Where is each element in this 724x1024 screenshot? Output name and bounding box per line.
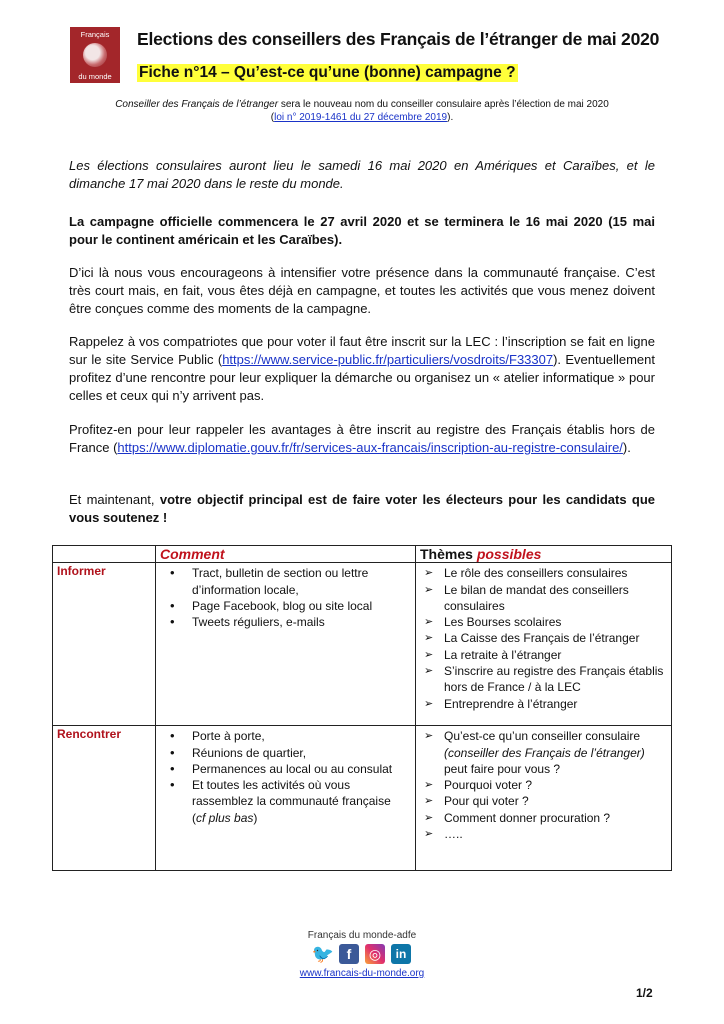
paren-open: ( [192, 810, 196, 825]
table-row [53, 726, 672, 871]
diplomatie-link[interactable]: https://www.diplomatie.gouv.fr/fr/services-aux-francais/inscription-au-registre-consulaire/ [117, 440, 623, 455]
p6-text-b: votre objectif principal est de faire voter les électeurs pour les candidats que vous soutenez ! [69, 492, 655, 525]
paragraph-election-dates: Les élections consulaires auront lieu le samedi 16 mai 2020 en Amériques et Caraïbes, et le dimanche 17 mai 2020 dans le reste du monde. [69, 158, 655, 191]
globe-icon [83, 43, 107, 67]
facebook-icon[interactable]: f [339, 944, 359, 964]
themes-cell [416, 726, 672, 871]
list-item [160, 777, 411, 826]
list-item-text: Qu’est-ce qu’un conseiller consulaire [444, 729, 641, 744]
list-item: ➢ Les Bourses scolaires [420, 614, 667, 630]
paragraph-presence: D’ici là nous vous encourageons à intensifier votre présence dans la communauté française. C’est très court mais, en fait, vous êtes déjà en campagne, et toutes les activités que vous menez doivent être conçues comme des moments de la campagne. [69, 265, 655, 316]
logo-text-top: Français [80, 30, 110, 39]
p5-text-b: ). [622, 440, 631, 455]
header-themes [416, 546, 672, 563]
table-row [53, 563, 672, 726]
row-label-informer: Informer [53, 563, 156, 726]
note-paren-open: ( [270, 112, 275, 123]
p5-text-a: Profitez-en pour leur rappeler les avantages à être inscrit au registre des Français établis hors de France ( [69, 422, 655, 455]
header-themes-a: Thèmes [420, 546, 477, 562]
linkedin-icon[interactable]: in [391, 944, 411, 964]
list-item: ➢ Pour qui voter ? [420, 793, 667, 809]
list-item: ➢ ….. [420, 826, 667, 842]
list-item: ➢ La retraite à l’étranger [420, 647, 667, 663]
francais-du-monde-logo [70, 27, 120, 83]
document-title: Elections des conseillers des Français de l’étranger de mai 2020 [137, 29, 660, 49]
footer-url [0, 968, 724, 979]
p6-text-a: Et maintenant, [69, 492, 160, 507]
list-item: ➢ S’inscrire au registre des Français établis hors de France / à la LEC [420, 663, 667, 696]
note-italic: Conseiller des Français de l’étranger [115, 99, 279, 110]
website-link[interactable]: www.francais-du-monde.org [299, 968, 425, 979]
list-item: ➢ Le rôle des conseillers consulaires [420, 565, 667, 581]
logo-text-bottom: du monde [78, 71, 112, 81]
list-item-text: Et toutes les activités où vous rassemblez la communauté française [192, 778, 391, 809]
list-item: • Réunions de quartier, [160, 745, 411, 761]
twitter-icon[interactable]: 🐦 [311, 943, 335, 964]
instagram-icon[interactable]: ◎ [365, 944, 385, 964]
list-item: ➢ Pourquoi voter ? [420, 777, 667, 793]
note-text: sera le nouveau nom du conseiller consulaire après l’élection de mai 2020 [278, 99, 609, 110]
row-label-rencontrer: Rencontrer [53, 726, 156, 871]
list-item: • Porte à porte, [160, 728, 411, 744]
header-empty-cell [53, 546, 156, 563]
list-item: • Tweets réguliers, e-mails [160, 614, 411, 630]
list-item: ➢ Le bilan de mandat des conseillers consulaires [420, 582, 667, 615]
p4-text-b: ). Eventuellement profitez d’une rencontre pour leur expliquer la démarche ou organisez un « atelier informatique » pour celles et ceux qui n’y arrivent pas. [69, 352, 655, 403]
header-themes-b: possibles [476, 546, 542, 562]
p4-text-a: Rappelez à vos compatriotes que pour voter il faut être inscrit sur la LEC : l’inscription se fait en ligne sur le site Service Public ( [69, 334, 655, 367]
comment-cell [156, 563, 416, 726]
paragraph-campaign-dates: La campagne officielle commencera le 27 avril 2020 et se terminera le 16 mai 2020 (15 mai pour le continent américain et les Caraïbes). [69, 214, 655, 247]
list-item: ➢ Comment donner procuration ? [420, 810, 667, 826]
list-item: ➢ Entreprendre à l’étranger [420, 696, 667, 712]
law-link[interactable]: loi n° 2019-1461 du 27 décembre 2019 [274, 112, 448, 123]
list-item: • Page Facebook, blog ou site local [160, 598, 411, 614]
table-header-row [53, 546, 672, 563]
service-public-link[interactable]: https://www.service-public.fr/particuliers/vosdroits/F33307 [222, 352, 554, 367]
list-item: • Permanences au local ou au consulat [160, 761, 411, 777]
comment-cell [156, 726, 416, 871]
page-number: 1/2 [636, 986, 653, 1000]
header-comment: Comment [156, 546, 416, 563]
themes-cell [416, 563, 672, 726]
paren-close: ) [253, 810, 258, 825]
list-item-end: peut faire pour vous ? [444, 761, 561, 776]
list-item-italic: (conseiller des Français de l’étranger) [444, 745, 645, 760]
list-item: ➢ La Caisse des Français de l’étranger [420, 630, 667, 646]
intro-note [60, 98, 664, 124]
footer-org-name: Français du monde-adfe [307, 930, 417, 941]
paragraph-consular-registry [69, 421, 655, 457]
cf-plus-bas: cf plus bas [196, 810, 254, 825]
campaign-table [52, 545, 672, 871]
list-item: • Tract, bulletin de section ou lettre d’information locale, [160, 565, 411, 598]
paragraph-lec-registration [69, 333, 655, 405]
document-subtitle: Fiche n°14 – Qu’est-ce qu’une (bonne) campagne ? [139, 64, 516, 81]
note-paren-close: ). [447, 112, 454, 123]
paragraph-objective [69, 491, 655, 527]
social-icons [313, 944, 411, 966]
list-item [420, 728, 667, 777]
